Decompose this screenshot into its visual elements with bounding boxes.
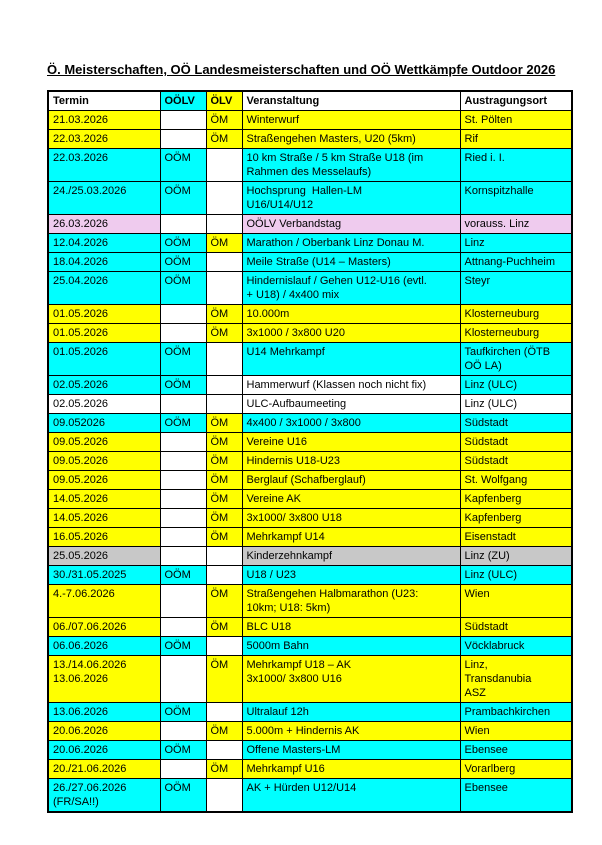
termin-cell: 01.05.2026 [48, 324, 160, 343]
veranstaltung-cell: ULC-Aufbaumeeting [242, 395, 460, 414]
oolv-cell [160, 528, 206, 547]
olv-cell [206, 253, 242, 272]
austragungsort-cell: Ebensee [460, 741, 572, 760]
termin-cell: 14.05.2026 [48, 490, 160, 509]
austragungsort-cell: Wien [460, 585, 572, 618]
veranstaltung-cell: AK + Hürden U12/U14 [242, 779, 460, 813]
austragungsort-cell: Attnang-Puchheim [460, 253, 572, 272]
olv-cell: ÖM [206, 585, 242, 618]
olv-cell [206, 703, 242, 722]
olv-cell [206, 376, 242, 395]
table-row [48, 509, 572, 528]
olv-cell: ÖM [206, 130, 242, 149]
oolv-cell [160, 722, 206, 741]
table-row [48, 547, 572, 566]
olv-cell [206, 149, 242, 182]
veranstaltung-cell: U14 Mehrkampf [242, 343, 460, 376]
olv-cell [206, 779, 242, 813]
table-row [48, 215, 572, 234]
austragungsort-cell: Taufkirchen (ÖTB OÖ LA) [460, 343, 572, 376]
olv-cell: ÖM [206, 471, 242, 490]
table-row [48, 324, 572, 343]
austragungsort-cell: Prambachkirchen [460, 703, 572, 722]
veranstaltung-cell: Kinderzehnkampf [242, 547, 460, 566]
page-title: Ö. Meisterschaften, OÖ Landesmeisterschaften und OÖ Wettkämpfe Outdoor 2026 [47, 62, 556, 77]
veranstaltung-cell: Hindernislauf / Gehen U12-U16 (evtl. + U18) / 4x400 mix [242, 272, 460, 305]
oolv-cell [160, 509, 206, 528]
veranstaltung-cell: 10.000m [242, 305, 460, 324]
table-row [48, 130, 572, 149]
table-header-row [48, 91, 572, 111]
table-row [48, 656, 572, 703]
termin-cell: 16.05.2026 [48, 528, 160, 547]
termin-cell: 09.05.2026 [48, 452, 160, 471]
table-row [48, 471, 572, 490]
termin-cell: 22.03.2026 [48, 130, 160, 149]
termin-cell: 20.06.2026 [48, 722, 160, 741]
oolv-cell [160, 656, 206, 703]
table-row [48, 703, 572, 722]
oolv-cell [160, 585, 206, 618]
oolv-cell [160, 547, 206, 566]
austragungsort-cell: Kapfenberg [460, 490, 572, 509]
veranstaltung-cell: 5.000m + Hindernis AK [242, 722, 460, 741]
termin-cell: 09.05.2026 [48, 471, 160, 490]
oolv-cell: OÖM [160, 703, 206, 722]
veranstaltung-cell: Winterwurf [242, 111, 460, 130]
oolv-cell: OÖM [160, 182, 206, 215]
termin-cell: 06.06.2026 [48, 637, 160, 656]
austragungsort-cell: Steyr [460, 272, 572, 305]
austragungsort-cell: St. Wolfgang [460, 471, 572, 490]
olv-cell [206, 741, 242, 760]
austragungsort-cell: Ried i. I. [460, 149, 572, 182]
table-row [48, 111, 572, 130]
olv-cell [206, 547, 242, 566]
termin-cell: 14.05.2026 [48, 509, 160, 528]
termin-cell: 22.03.2026 [48, 149, 160, 182]
veranstaltung-cell: 3x1000/ 3x800 U18 [242, 509, 460, 528]
termin-cell: 25.05.2026 [48, 547, 160, 566]
termin-cell: 09.05.2026 [48, 433, 160, 452]
austragungsort-cell: Südstadt [460, 433, 572, 452]
olv-cell: ÖM [206, 452, 242, 471]
table-row [48, 741, 572, 760]
table-row [48, 637, 572, 656]
austragungsort-cell: Linz (ULC) [460, 376, 572, 395]
veranstaltung-cell: 5000m Bahn [242, 637, 460, 656]
olv-cell [206, 182, 242, 215]
termin-cell: 01.05.2026 [48, 305, 160, 324]
olv-cell: ÖM [206, 305, 242, 324]
veranstaltung-cell: Hindernis U18-U23 [242, 452, 460, 471]
veranstaltung-cell: Vereine AK [242, 490, 460, 509]
table-row [48, 566, 572, 585]
oolv-cell: OÖM [160, 741, 206, 760]
table-row [48, 528, 572, 547]
austragungsort-cell: Vorarlberg [460, 760, 572, 779]
oolv-cell [160, 760, 206, 779]
termin-cell: 21.03.2026 [48, 111, 160, 130]
veranstaltung-cell: Meile Straße (U14 – Masters) [242, 253, 460, 272]
termin-cell: 12.04.2026 [48, 234, 160, 253]
austragungsort-cell: Kornspitzhalle [460, 182, 572, 215]
olv-cell: ÖM [206, 760, 242, 779]
veranstaltung-cell: Offene Masters-LM [242, 741, 460, 760]
oolv-cell [160, 111, 206, 130]
termin-cell: 02.05.2026 [48, 376, 160, 395]
olv-cell: ÖM [206, 433, 242, 452]
austragungsort-cell: Südstadt [460, 414, 572, 433]
oolv-cell: OÖM [160, 414, 206, 433]
oolv-cell: OÖM [160, 272, 206, 305]
olv-cell [206, 215, 242, 234]
olv-cell: ÖM [206, 490, 242, 509]
olv-cell [206, 566, 242, 585]
table-row [48, 234, 572, 253]
table-row [48, 395, 572, 414]
oolv-cell [160, 324, 206, 343]
veranstaltung-cell: U18 / U23 [242, 566, 460, 585]
termin-cell: 02.05.2026 [48, 395, 160, 414]
austragungsort-cell: Klosterneuburg [460, 324, 572, 343]
oolv-cell [160, 395, 206, 414]
oolv-cell: OÖM [160, 253, 206, 272]
olv-cell: ÖM [206, 528, 242, 547]
olv-cell [206, 343, 242, 376]
table-row [48, 414, 572, 433]
column-header-termin: Termin [48, 91, 160, 111]
austragungsort-cell: Linz (ULC) [460, 566, 572, 585]
austragungsort-cell: Südstadt [460, 618, 572, 637]
termin-cell: 20./21.06.2026 [48, 760, 160, 779]
oolv-cell [160, 490, 206, 509]
austragungsort-cell: Südstadt [460, 452, 572, 471]
termin-cell: 4.-7.06.2026 [48, 585, 160, 618]
veranstaltung-cell: Vereine U16 [242, 433, 460, 452]
veranstaltung-cell: 4x400 / 3x1000 / 3x800 [242, 414, 460, 433]
oolv-cell [160, 305, 206, 324]
veranstaltung-cell: Straßengehen Masters, U20 (5km) [242, 130, 460, 149]
table-body [48, 111, 572, 813]
austragungsort-cell: Linz (ZU) [460, 547, 572, 566]
veranstaltung-cell: Hochsprung Hallen-LM U16/U14/U12 [242, 182, 460, 215]
oolv-cell [160, 452, 206, 471]
austragungsort-cell: Kapfenberg [460, 509, 572, 528]
termin-cell: 26./27.06.2026 (FR/SA!!) [48, 779, 160, 813]
oolv-cell: OÖM [160, 343, 206, 376]
column-header-austragungsort: Austragungsort [460, 91, 572, 111]
termin-cell: 24./25.03.2026 [48, 182, 160, 215]
oolv-cell: OÖM [160, 376, 206, 395]
veranstaltung-cell: Hammerwurf (Klassen noch nicht fix) [242, 376, 460, 395]
austragungsort-cell: Linz, Transdanubia ASZ [460, 656, 572, 703]
table-row [48, 272, 572, 305]
austragungsort-cell: Wien [460, 722, 572, 741]
termin-cell: 13.06.2026 [48, 703, 160, 722]
table-row [48, 253, 572, 272]
table-row [48, 760, 572, 779]
veranstaltung-cell: Ultralauf 12h [242, 703, 460, 722]
olv-cell [206, 395, 242, 414]
termin-cell: 30./31.05.2025 [48, 566, 160, 585]
oolv-cell [160, 215, 206, 234]
termin-cell: 20.06.2026 [48, 741, 160, 760]
veranstaltung-cell: Straßengehen Halbmarathon (U23: 10km; U18: 5km) [242, 585, 460, 618]
championships-schedule-table [47, 90, 573, 813]
oolv-cell: OÖM [160, 637, 206, 656]
termin-cell: 18.04.2026 [48, 253, 160, 272]
oolv-cell [160, 433, 206, 452]
olv-cell [206, 637, 242, 656]
table-row [48, 779, 572, 813]
termin-cell: 06./07.06.2026 [48, 618, 160, 637]
termin-cell: 09.052026 [48, 414, 160, 433]
oolv-cell: OÖM [160, 779, 206, 813]
austragungsort-cell: St. Pölten [460, 111, 572, 130]
table-row [48, 343, 572, 376]
austragungsort-cell: Rif [460, 130, 572, 149]
veranstaltung-cell: Berglauf (Schafberglauf) [242, 471, 460, 490]
table-row [48, 722, 572, 741]
table-row [48, 618, 572, 637]
column-header-oolv: OÖLV [160, 91, 206, 111]
veranstaltung-cell: 10 km Straße / 5 km Straße U18 (im Rahmen des Messelaufs) [242, 149, 460, 182]
table-row [48, 182, 572, 215]
austragungsort-cell: Linz (ULC) [460, 395, 572, 414]
oolv-cell [160, 130, 206, 149]
olv-cell: ÖM [206, 414, 242, 433]
veranstaltung-cell: Marathon / Oberbank Linz Donau M. [242, 234, 460, 253]
veranstaltung-cell: Mehrkampf U18 – AK 3x1000/ 3x800 U16 [242, 656, 460, 703]
austragungsort-cell: Klosterneuburg [460, 305, 572, 324]
austragungsort-cell: Ebensee [460, 779, 572, 813]
table-row [48, 149, 572, 182]
olv-cell: ÖM [206, 618, 242, 637]
termin-cell: 01.05.2026 [48, 343, 160, 376]
austragungsort-cell: Linz [460, 234, 572, 253]
olv-cell: ÖM [206, 111, 242, 130]
veranstaltung-cell: Mehrkampf U16 [242, 760, 460, 779]
veranstaltung-cell: OÖLV Verbandstag [242, 215, 460, 234]
olv-cell [206, 272, 242, 305]
olv-cell: ÖM [206, 656, 242, 703]
austragungsort-cell: vorauss. Linz [460, 215, 572, 234]
oolv-cell [160, 618, 206, 637]
olv-cell: ÖM [206, 509, 242, 528]
austragungsort-cell: Eisenstadt [460, 528, 572, 547]
veranstaltung-cell: 3x1000 / 3x800 U20 [242, 324, 460, 343]
austragungsort-cell: Vöcklabruck [460, 637, 572, 656]
table-row [48, 452, 572, 471]
oolv-cell: OÖM [160, 566, 206, 585]
column-header-olv: ÖLV [206, 91, 242, 111]
table-row [48, 433, 572, 452]
olv-cell: ÖM [206, 324, 242, 343]
veranstaltung-cell: Mehrkampf U14 [242, 528, 460, 547]
termin-cell: 26.03.2026 [48, 215, 160, 234]
table-row [48, 490, 572, 509]
olv-cell: ÖM [206, 722, 242, 741]
olv-cell: ÖM [206, 234, 242, 253]
termin-cell: 13./14.06.2026 13.06.2026 [48, 656, 160, 703]
oolv-cell: OÖM [160, 234, 206, 253]
table-row [48, 585, 572, 618]
veranstaltung-cell: BLC U18 [242, 618, 460, 637]
table-row [48, 305, 572, 324]
oolv-cell: OÖM [160, 149, 206, 182]
oolv-cell [160, 471, 206, 490]
table-row [48, 376, 572, 395]
termin-cell: 25.04.2026 [48, 272, 160, 305]
column-header-veranstaltung: Veranstaltung [242, 91, 460, 111]
